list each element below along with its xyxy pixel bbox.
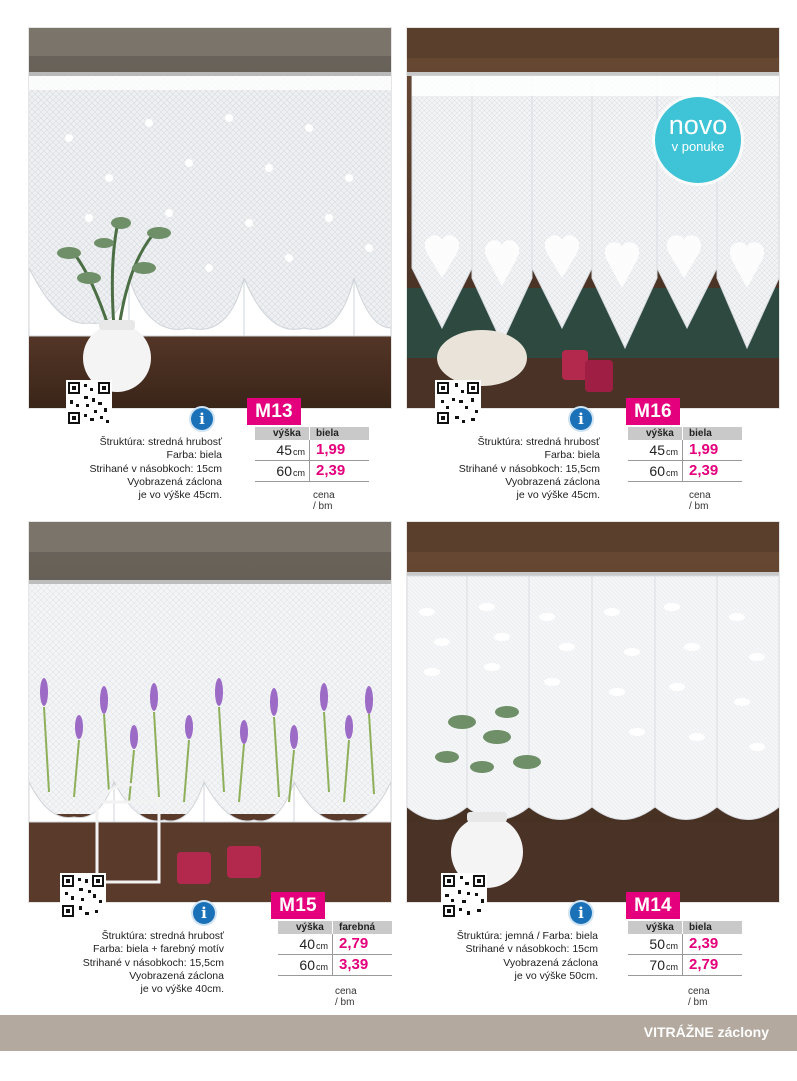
price-table: [278, 921, 392, 976]
product-photo-m15: [28, 521, 392, 903]
price-table: [628, 921, 742, 976]
product-photo-m13: [28, 27, 392, 409]
price-row: 60cm 2,39: [628, 461, 742, 482]
info-icon[interactable]: i: [570, 408, 592, 430]
product-description: Štruktúra: jemná / Farba: biela Strihané v násobkoch: 15cm Vyobrazená záclona je vo výške 50cm.: [456, 930, 598, 982]
price-table: [628, 427, 742, 482]
price-row: 60cm 3,39: [278, 955, 392, 976]
section-title: VITRÁŽNE záclony: [643, 1024, 769, 1040]
product-code: M16: [626, 398, 680, 425]
price-row: 45cm 1,99: [255, 440, 369, 461]
price-row: 40cm 2,79: [278, 934, 392, 955]
price-unit: cena / bm: [313, 490, 335, 512]
product-description: Štruktúra: stredná hrubosť Farba: biela + farebný motív Strihané v násobkoch: 15,5cm Vyobrazená záclona je vo výške 40cm.: [82, 930, 224, 996]
info-icon[interactable]: i: [193, 902, 215, 924]
product-photo-m14: [406, 521, 780, 903]
qr-code-m16[interactable]: [435, 380, 481, 426]
qr-code-m15[interactable]: [60, 873, 106, 919]
product-code: M14: [626, 892, 680, 919]
price-row: 50cm 2,39: [628, 934, 742, 955]
price-unit: cena / bm: [688, 986, 710, 1008]
product-description: Štruktúra: stredná hrubosť Farba: biela Strihané v násobkoch: 15,5cm Vyobrazená záclona je vo výške 45cm.: [458, 436, 600, 502]
price-row: 60cm 2,39: [255, 461, 369, 482]
product-code: M13: [247, 398, 301, 425]
price-row: 45cm 1,99: [628, 440, 742, 461]
price-table-header: výška biela: [628, 921, 742, 934]
price-table-header: výška biela: [628, 427, 742, 440]
page-footer: [0, 1015, 797, 1051]
qr-code-m13[interactable]: [66, 380, 112, 426]
price-table-header: výška biela: [255, 427, 369, 440]
info-icon[interactable]: i: [570, 902, 592, 924]
product-photo-m16: [406, 27, 780, 409]
qr-code-m14[interactable]: [441, 873, 487, 919]
price-unit: cena / bm: [335, 986, 357, 1008]
product-code: M15: [271, 892, 325, 919]
price-row: 70cm 2,79: [628, 955, 742, 976]
new-badge: novo v ponuke: [655, 97, 741, 183]
info-icon[interactable]: i: [191, 408, 213, 430]
product-description: Štruktúra: stredná hrubosť Farba: biela Strihané v násobkoch: 15cm Vyobrazená záclona je vo výške 45cm.: [89, 436, 222, 502]
price-table: [255, 427, 369, 482]
price-unit: cena / bm: [689, 490, 711, 512]
price-table-header: výška farebná: [278, 921, 392, 934]
